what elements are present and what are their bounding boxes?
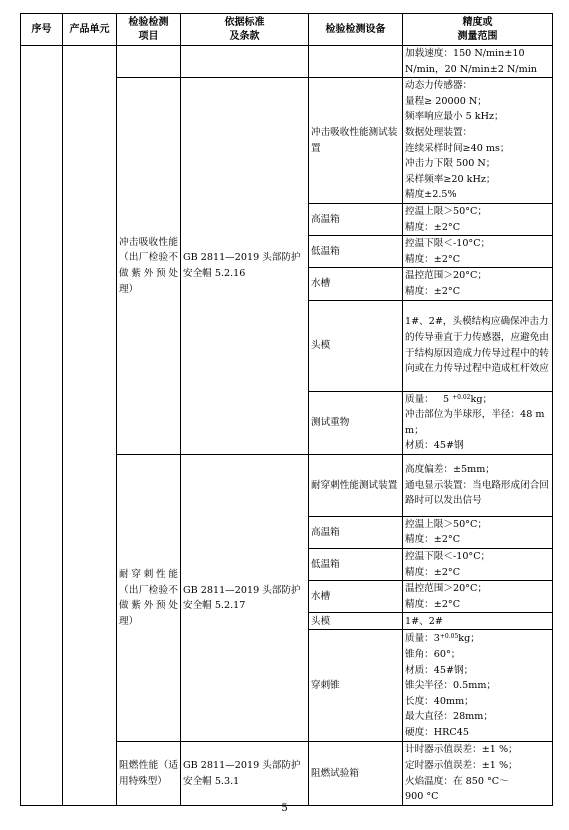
- standard-flame-retardancy: GB 2811—2019 头部防护 安全帽 5.3.1: [181, 742, 309, 805]
- equipment-cell: [309, 46, 403, 78]
- accuracy-cell: 加载速度：150 N/min±10 N/min，20 N/min±2 N/min: [403, 46, 553, 78]
- accuracy-flame-chamber: 计时器示值误差：±1 %； 定时器示值误差：±1 %； 火焰温度：在 850 °C～ 900 °C: [403, 742, 553, 805]
- accuracy-high-temp-chamber: 控温上限＞50°C； 精度：±2°C: [403, 203, 553, 235]
- accuracy-low-temp-chamber: 控温下限＜-10°C； 精度：±2°C: [403, 549, 553, 581]
- item-puncture-resistance: 耐穿刺性能（出厂检验不做紫外预处理）: [117, 454, 181, 742]
- equipment-puncture-tester: 耐穿刺性能测试装置: [309, 454, 403, 516]
- accuracy-puncture-cone: 质量：$3^{+0.05}kg$； 锥角：60°； 材质：45#钢； 锥尖半径：0.5mm； 长度：40mm； 最大直径：28mm； 硬度：HRC45: [403, 630, 553, 742]
- mass-value: 质量：$3^{+0.05}kg$；: [405, 633, 480, 645]
- seq-cell: [21, 46, 63, 806]
- equipment-high-temp-chamber: 高温箱: [309, 203, 403, 235]
- table-row: [21, 46, 553, 78]
- accuracy-impact-tester: 动态力传感器： 量程≥ 20000 N； 频率响应最小 5 kHz； 数据处理装置： 连续采样时间≥40 ms； 冲击力下限 500 N； 采样频率≥20 kHz； 精度±2.5%: [403, 78, 553, 204]
- inspection-spec-table: [20, 13, 553, 806]
- accuracy-water-tank: 温控范围＞20°C； 精度：±2°C: [403, 581, 553, 613]
- item-flame-retardancy: 阻燃性能（适用特殊型）: [117, 742, 181, 805]
- equipment-flame-chamber: 阻燃试验箱: [309, 742, 403, 805]
- equipment-water-tank: 水槽: [309, 268, 403, 300]
- header-accuracy: 精度或 测量范围: [403, 14, 553, 46]
- equipment-low-temp-chamber: 低温箱: [309, 236, 403, 268]
- equipment-headform: 头模: [309, 613, 403, 630]
- accuracy-puncture-tester: 高度偏差：±5mm； 通电显示装置：当电路形成闭合回路时可以发出信号: [403, 454, 553, 516]
- item-impact-absorption: 冲击吸收性能（出厂检验不做紫外预处理）: [117, 78, 181, 455]
- accuracy-low-temp-chamber: 控温下限＜-10°C； 精度：±2°C: [403, 236, 553, 268]
- header-equipment: 检验检测设备: [309, 14, 403, 46]
- mass-value: 质量： 5 $^{+0.02}$kg；: [405, 393, 493, 405]
- standard-impact-absorption: GB 2811—2019 头部防护 安全帽 5.2.16: [181, 78, 309, 455]
- product-unit-cell: [63, 46, 117, 806]
- accuracy-test-weight: 质量： 5 $^{+0.02}$kg； 冲击部位为半球形，半径：48 mm； 材质：45#钢: [403, 391, 553, 454]
- accuracy-headform: 1#、2#: [403, 613, 553, 630]
- equipment-impact-tester: 冲击吸收性能测试装置: [309, 78, 403, 204]
- equipment-water-tank: 水槽: [309, 581, 403, 613]
- equipment-headform: 头模: [309, 300, 403, 391]
- item-cell: [117, 46, 181, 78]
- equipment-low-temp-chamber: 低温箱: [309, 549, 403, 581]
- accuracy-headform: 1#、2#，头模结构应确保冲击力的传导垂直于力传感器，应避免由于结构原因造成力传导过程中的转向或在力传导过程中造成杠杆效应: [403, 300, 553, 391]
- accuracy-high-temp-chamber: 控温上限＞50°C； 精度：±2°C: [403, 516, 553, 548]
- equipment-puncture-cone: 穿刺锥: [309, 630, 403, 742]
- equipment-high-temp-chamber: 高温箱: [309, 516, 403, 548]
- table-header-row: [21, 14, 553, 46]
- accuracy-water-tank: 温控范围＞20°C； 精度：±2°C: [403, 268, 553, 300]
- header-product-unit: 产品单元: [63, 14, 117, 46]
- equipment-test-weight: 测试重物: [309, 391, 403, 454]
- page-number: 5: [281, 803, 288, 814]
- header-standard: 依据标准 及条款: [181, 14, 309, 46]
- standard-cell: [181, 46, 309, 78]
- header-inspection-item: 检验检测 项目: [117, 14, 181, 46]
- header-seq: 序号: [21, 14, 63, 46]
- standard-puncture-resistance: GB 2811—2019 头部防护 安全帽 5.2.17: [181, 454, 309, 742]
